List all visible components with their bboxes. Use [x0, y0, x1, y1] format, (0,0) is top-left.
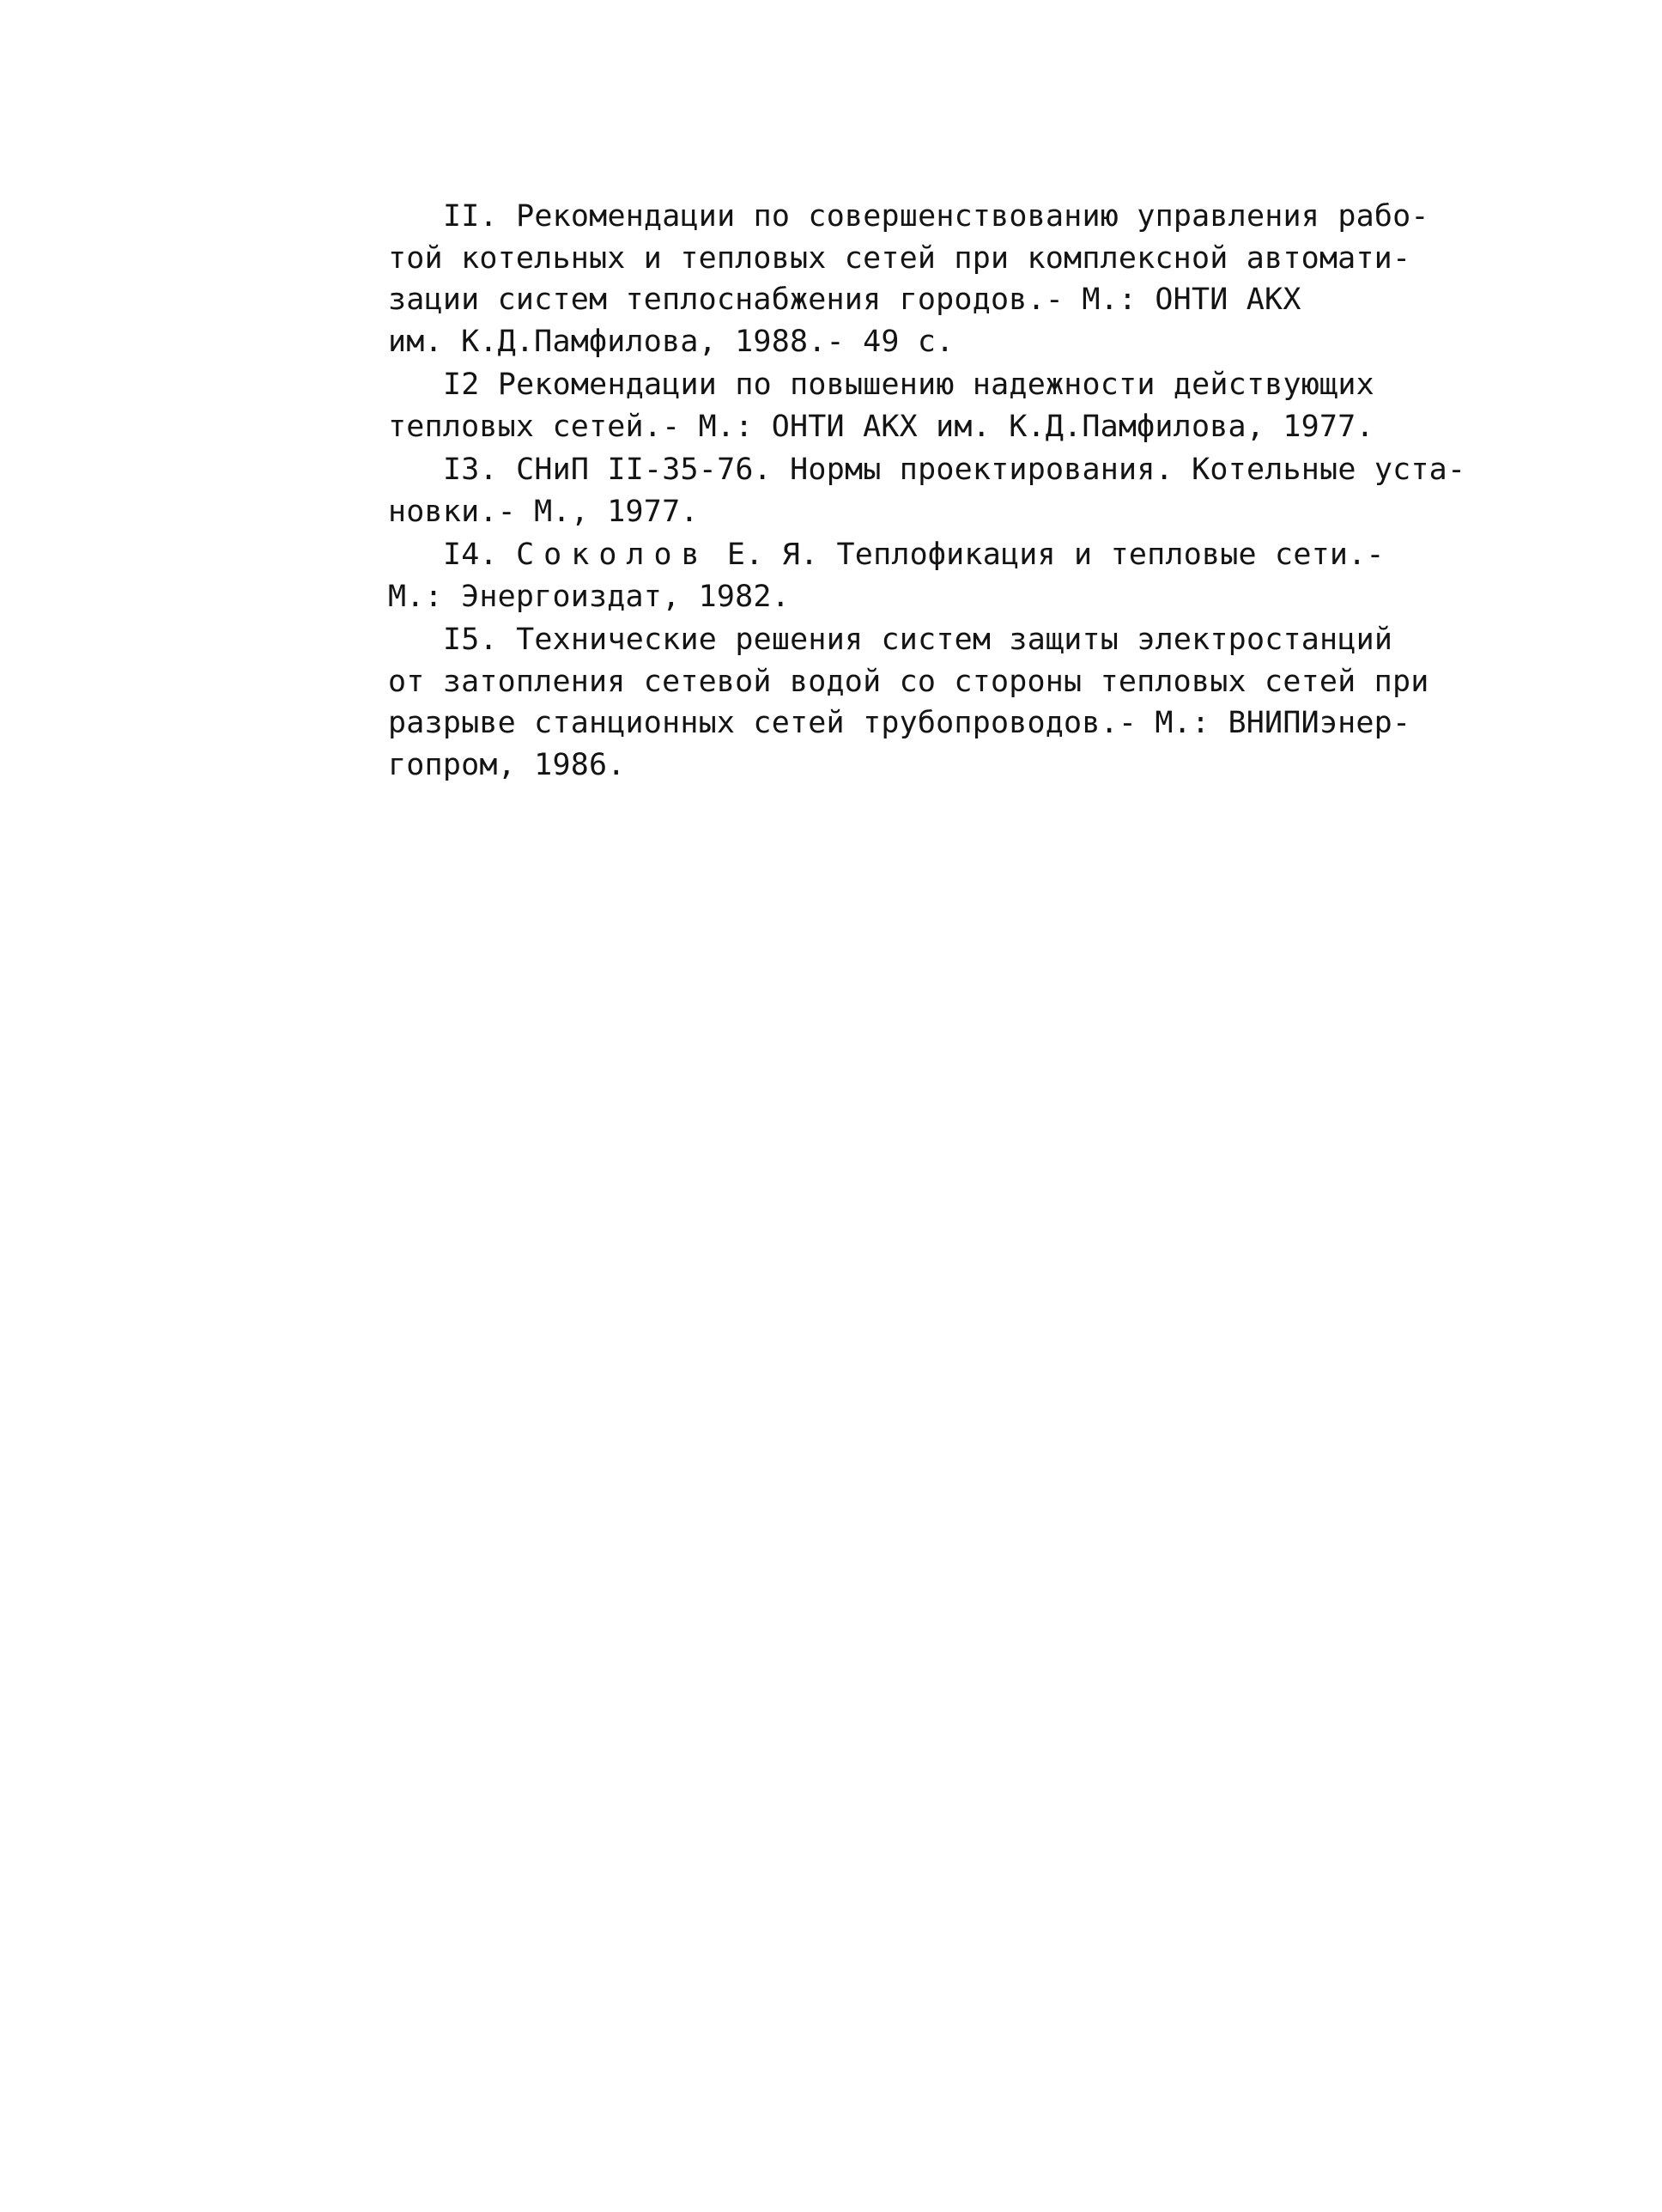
- reference-line: [388, 534, 1401, 576]
- reference-line: от затопления сетевой водой со стороны тепловых сетей при: [388, 664, 1429, 699]
- reference-line: I5. Технические решения систем защиты электростанций: [443, 623, 1393, 657]
- reference-number: I4.: [443, 538, 498, 572]
- reference-item-11: [388, 196, 1429, 362]
- reference-author: Соколов: [516, 538, 709, 572]
- reference-line: II. Рекомендации по совершенствованию управления рабо-: [443, 199, 1429, 234]
- reference-line: зации систем теплоснабжения городов.- М.: ОНТИ АКХ: [388, 283, 1301, 317]
- reference-line: им. К.Д.Памфилова, 1988.- 49 с.: [388, 324, 955, 359]
- reference-item-12: [388, 364, 1401, 447]
- reference-list: [388, 196, 1466, 787]
- reference-title: Е. Я. Теплофикация и тепловые сети.-: [708, 538, 1385, 572]
- reference-line: М.: Энергоиздат, 1982.: [388, 579, 790, 614]
- reference-line: тепловых сетей.- М.: ОНТИ АКХ им. К.Д.Памфилова, 1977.: [388, 409, 1374, 444]
- reference-line: I3. СНиП II-35-76. Нормы проектирования. Котельные уста-: [443, 453, 1466, 487]
- reference-line: новки.- М., 1977.: [388, 494, 699, 529]
- reference-item-14: [388, 534, 1401, 617]
- reference-line: той котельных и тепловых сетей при комплексной автомати-: [388, 240, 1411, 276]
- reference-item-15: [388, 619, 1429, 786]
- reference-line: гопром, 1986.: [388, 747, 626, 782]
- reference-line: I2 Рекомендации по повышению надежности действующих: [443, 368, 1374, 402]
- reference-item-13: [388, 449, 1466, 532]
- reference-line: разрыве станционных сетей трубопроводов.- М.: ВНИПИэнер-: [388, 706, 1411, 740]
